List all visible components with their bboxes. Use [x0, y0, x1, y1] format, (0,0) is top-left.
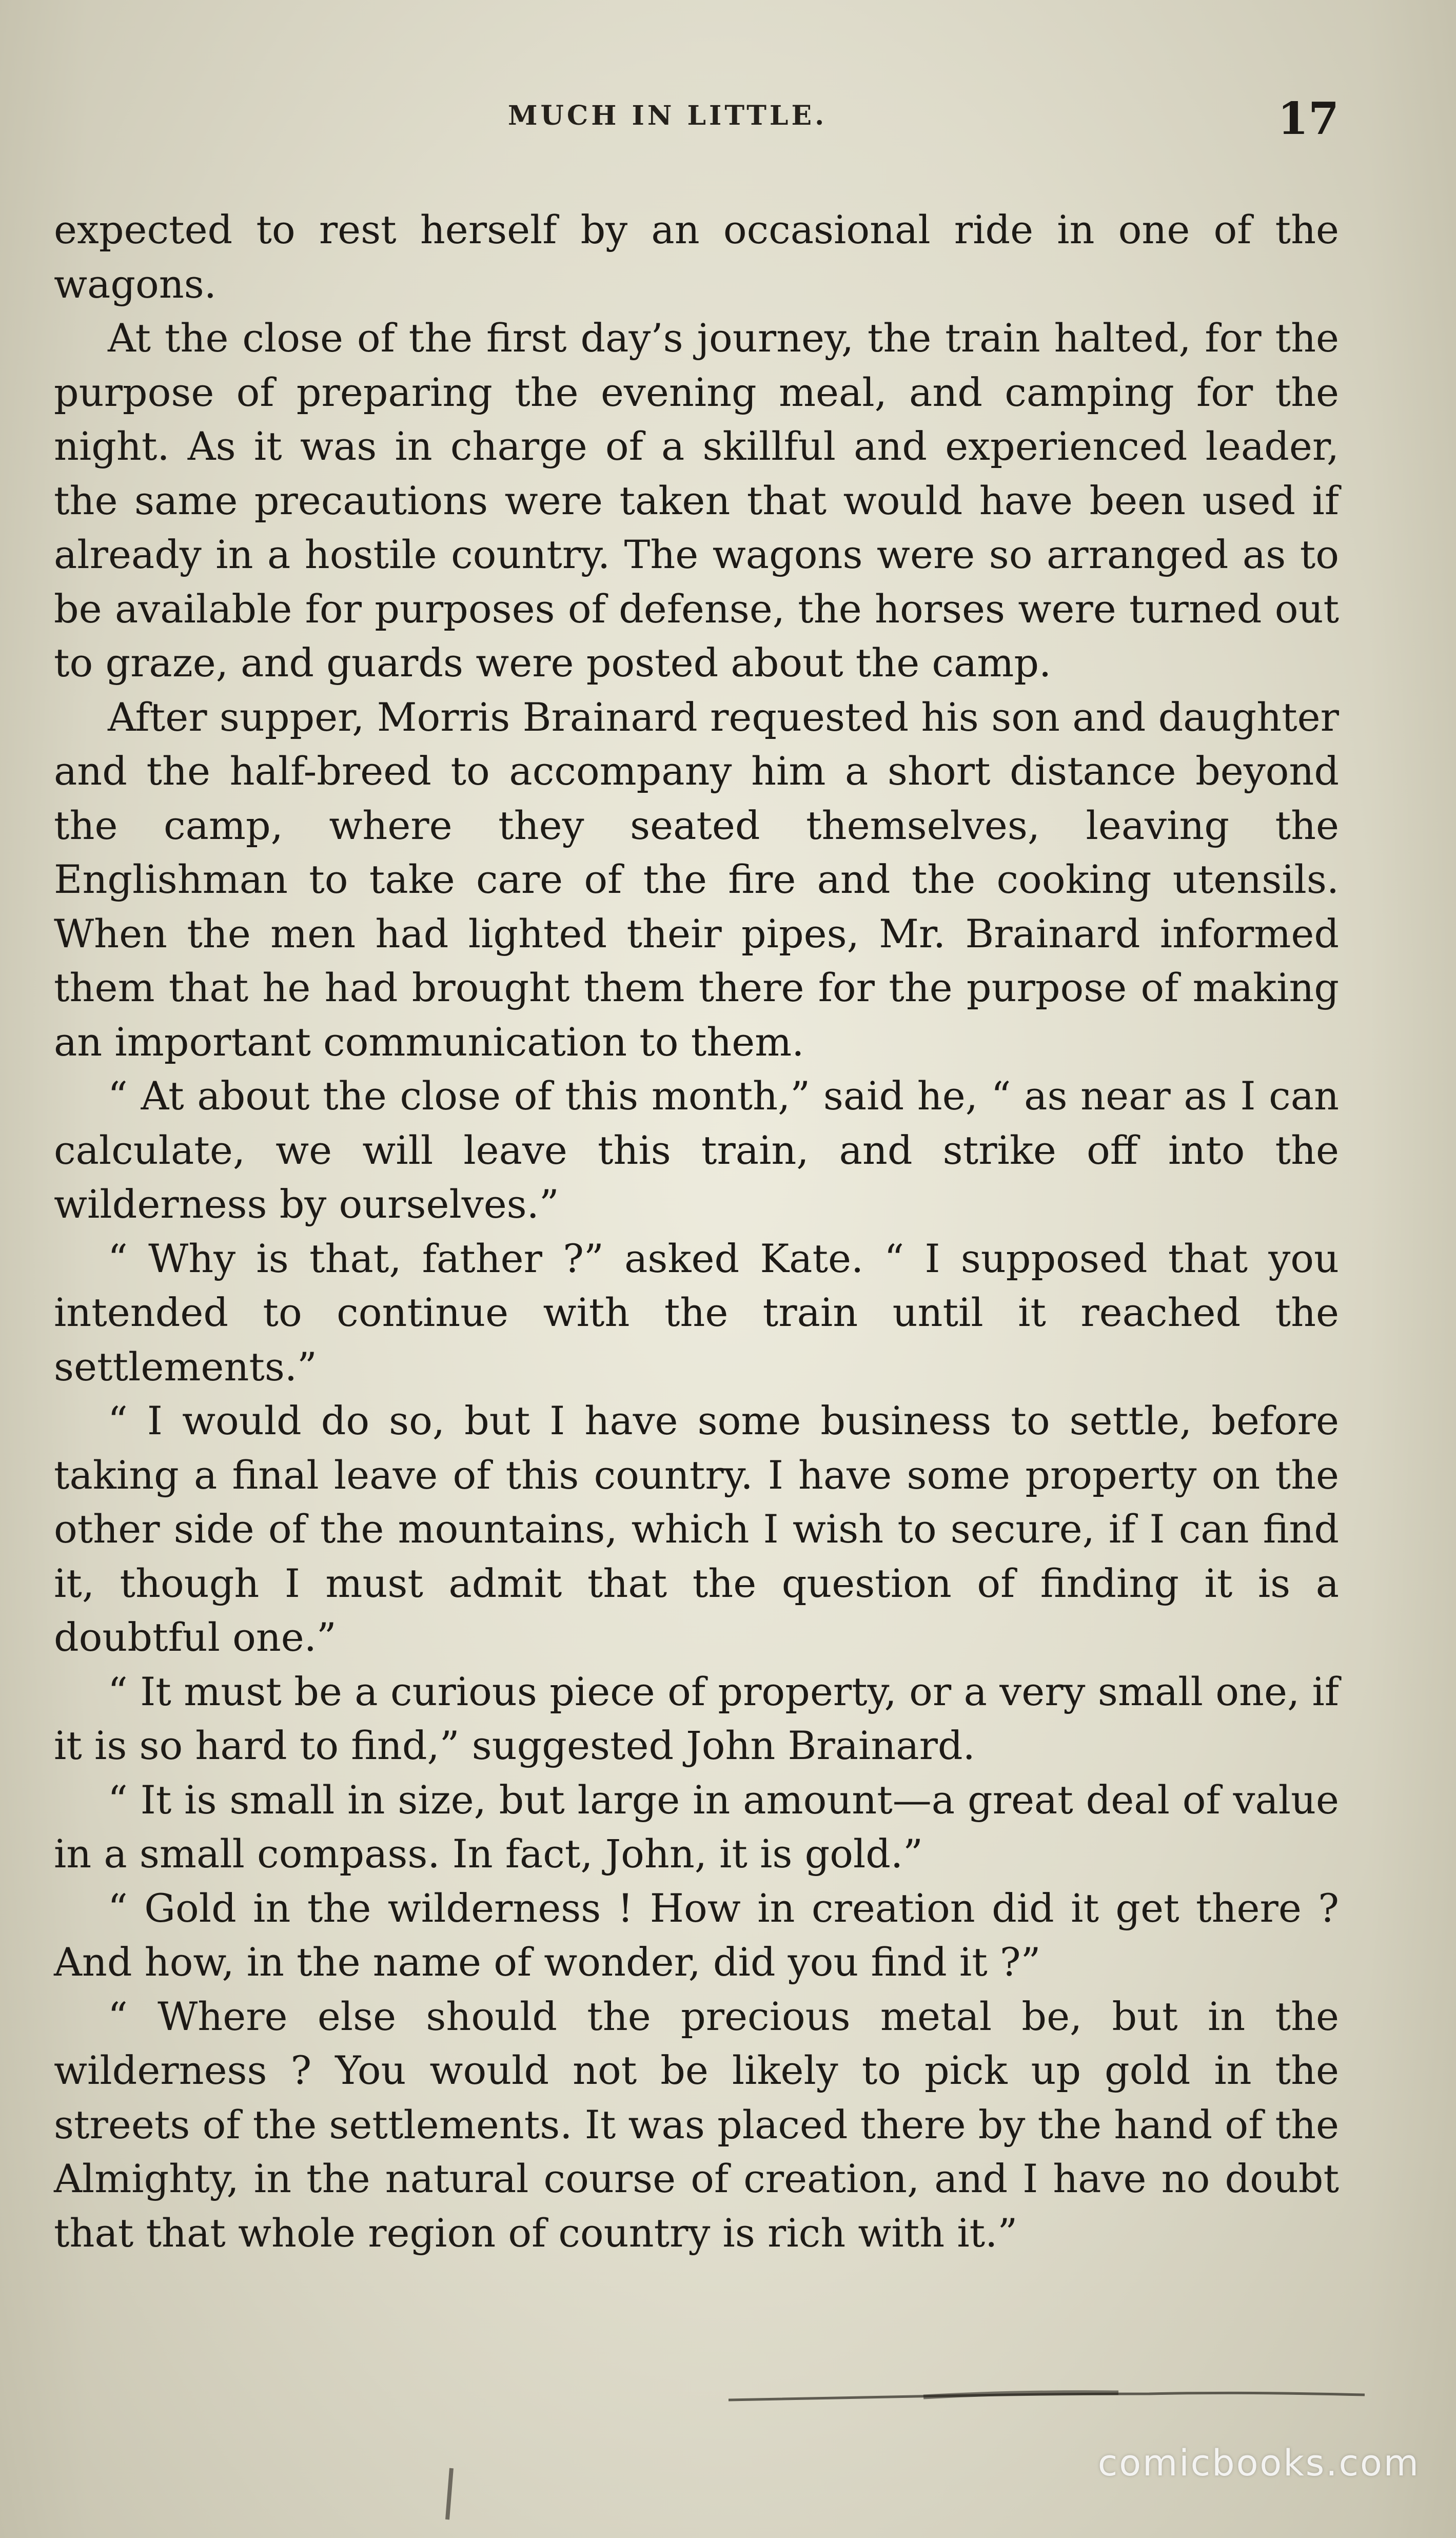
paragraph: After supper, Morris Brainard requested his son and daughter and the half-breed to accompany him a short distance beyond the camp, where they seated themselves, leaving the Englishman to take care of the fire and the cooking utensils. When the men had lighted their pipes, Mr. Brainard informed them that he had brought them there for the purpose of making an important communication to them.: [54, 694, 1339, 1065]
watermark: comicbooks.com: [1097, 2442, 1420, 2484]
paragraph: “ Why is that, father ?” asked Kate. “ I supposed that you intended to continue with the train until it reached the settlements.”: [54, 1235, 1339, 1390]
ink-mark: [436, 2463, 467, 2525]
paragraph: “ Where else should the precious metal be, but in the wilderness ? You would not be likely to pick up gold in the streets of the settlements. It was placed there by the hand of the Almighty, in the natural course of creation, and I have no doubt that that whole region of country is rich with it.”: [54, 1993, 1339, 2256]
paragraph: “ I would do so, but I have some business to settle, before taking a final leave of this country. I have some property on the other side of the mountains, which I wish to secure, if I can find it, though I must admit that the question of finding it is a doubtful one.”: [54, 1398, 1339, 1660]
paragraph: “ At about the close of this month,” said he, “ as near as I can calculate, we will leave this train, and strike off into the wilderness by ourselves.”: [54, 1073, 1339, 1227]
running-head: [0, 93, 1456, 146]
paragraph: expected to rest herself by an occasional ride in one of the wagons.: [54, 207, 1339, 307]
ink-smudge-rule: [729, 2389, 1365, 2404]
body-text: [54, 203, 1339, 2260]
paragraph: “ It must be a curious piece of property, or a very small one, if it is so hard to find,” suggested John Brainard.: [54, 1668, 1339, 1768]
page-number: 17: [1277, 93, 1339, 145]
paragraph: “ Gold in the wilderness ! How in creation did it get there ? And how, in the name of wonder, did you find it ?”: [54, 1885, 1339, 1985]
running-title: MUCH IN LITTLE.: [508, 100, 828, 131]
paragraph: At the close of the first day’s journey, the train halted, for the purpose of preparing the evening meal, and camping for the night. As it was in charge of a skillful and experienced leader, the same precautions were taken that would have been used if already in a hostile country. The wagons were so arranged as to be available for purposes of defense, the horses were turned out to graze, and guards were posted about the camp.: [54, 315, 1339, 686]
paragraph: “ It is small in size, but large in amount—a great deal of value in a small compass. In fact, John, it is gold.”: [54, 1776, 1339, 1877]
